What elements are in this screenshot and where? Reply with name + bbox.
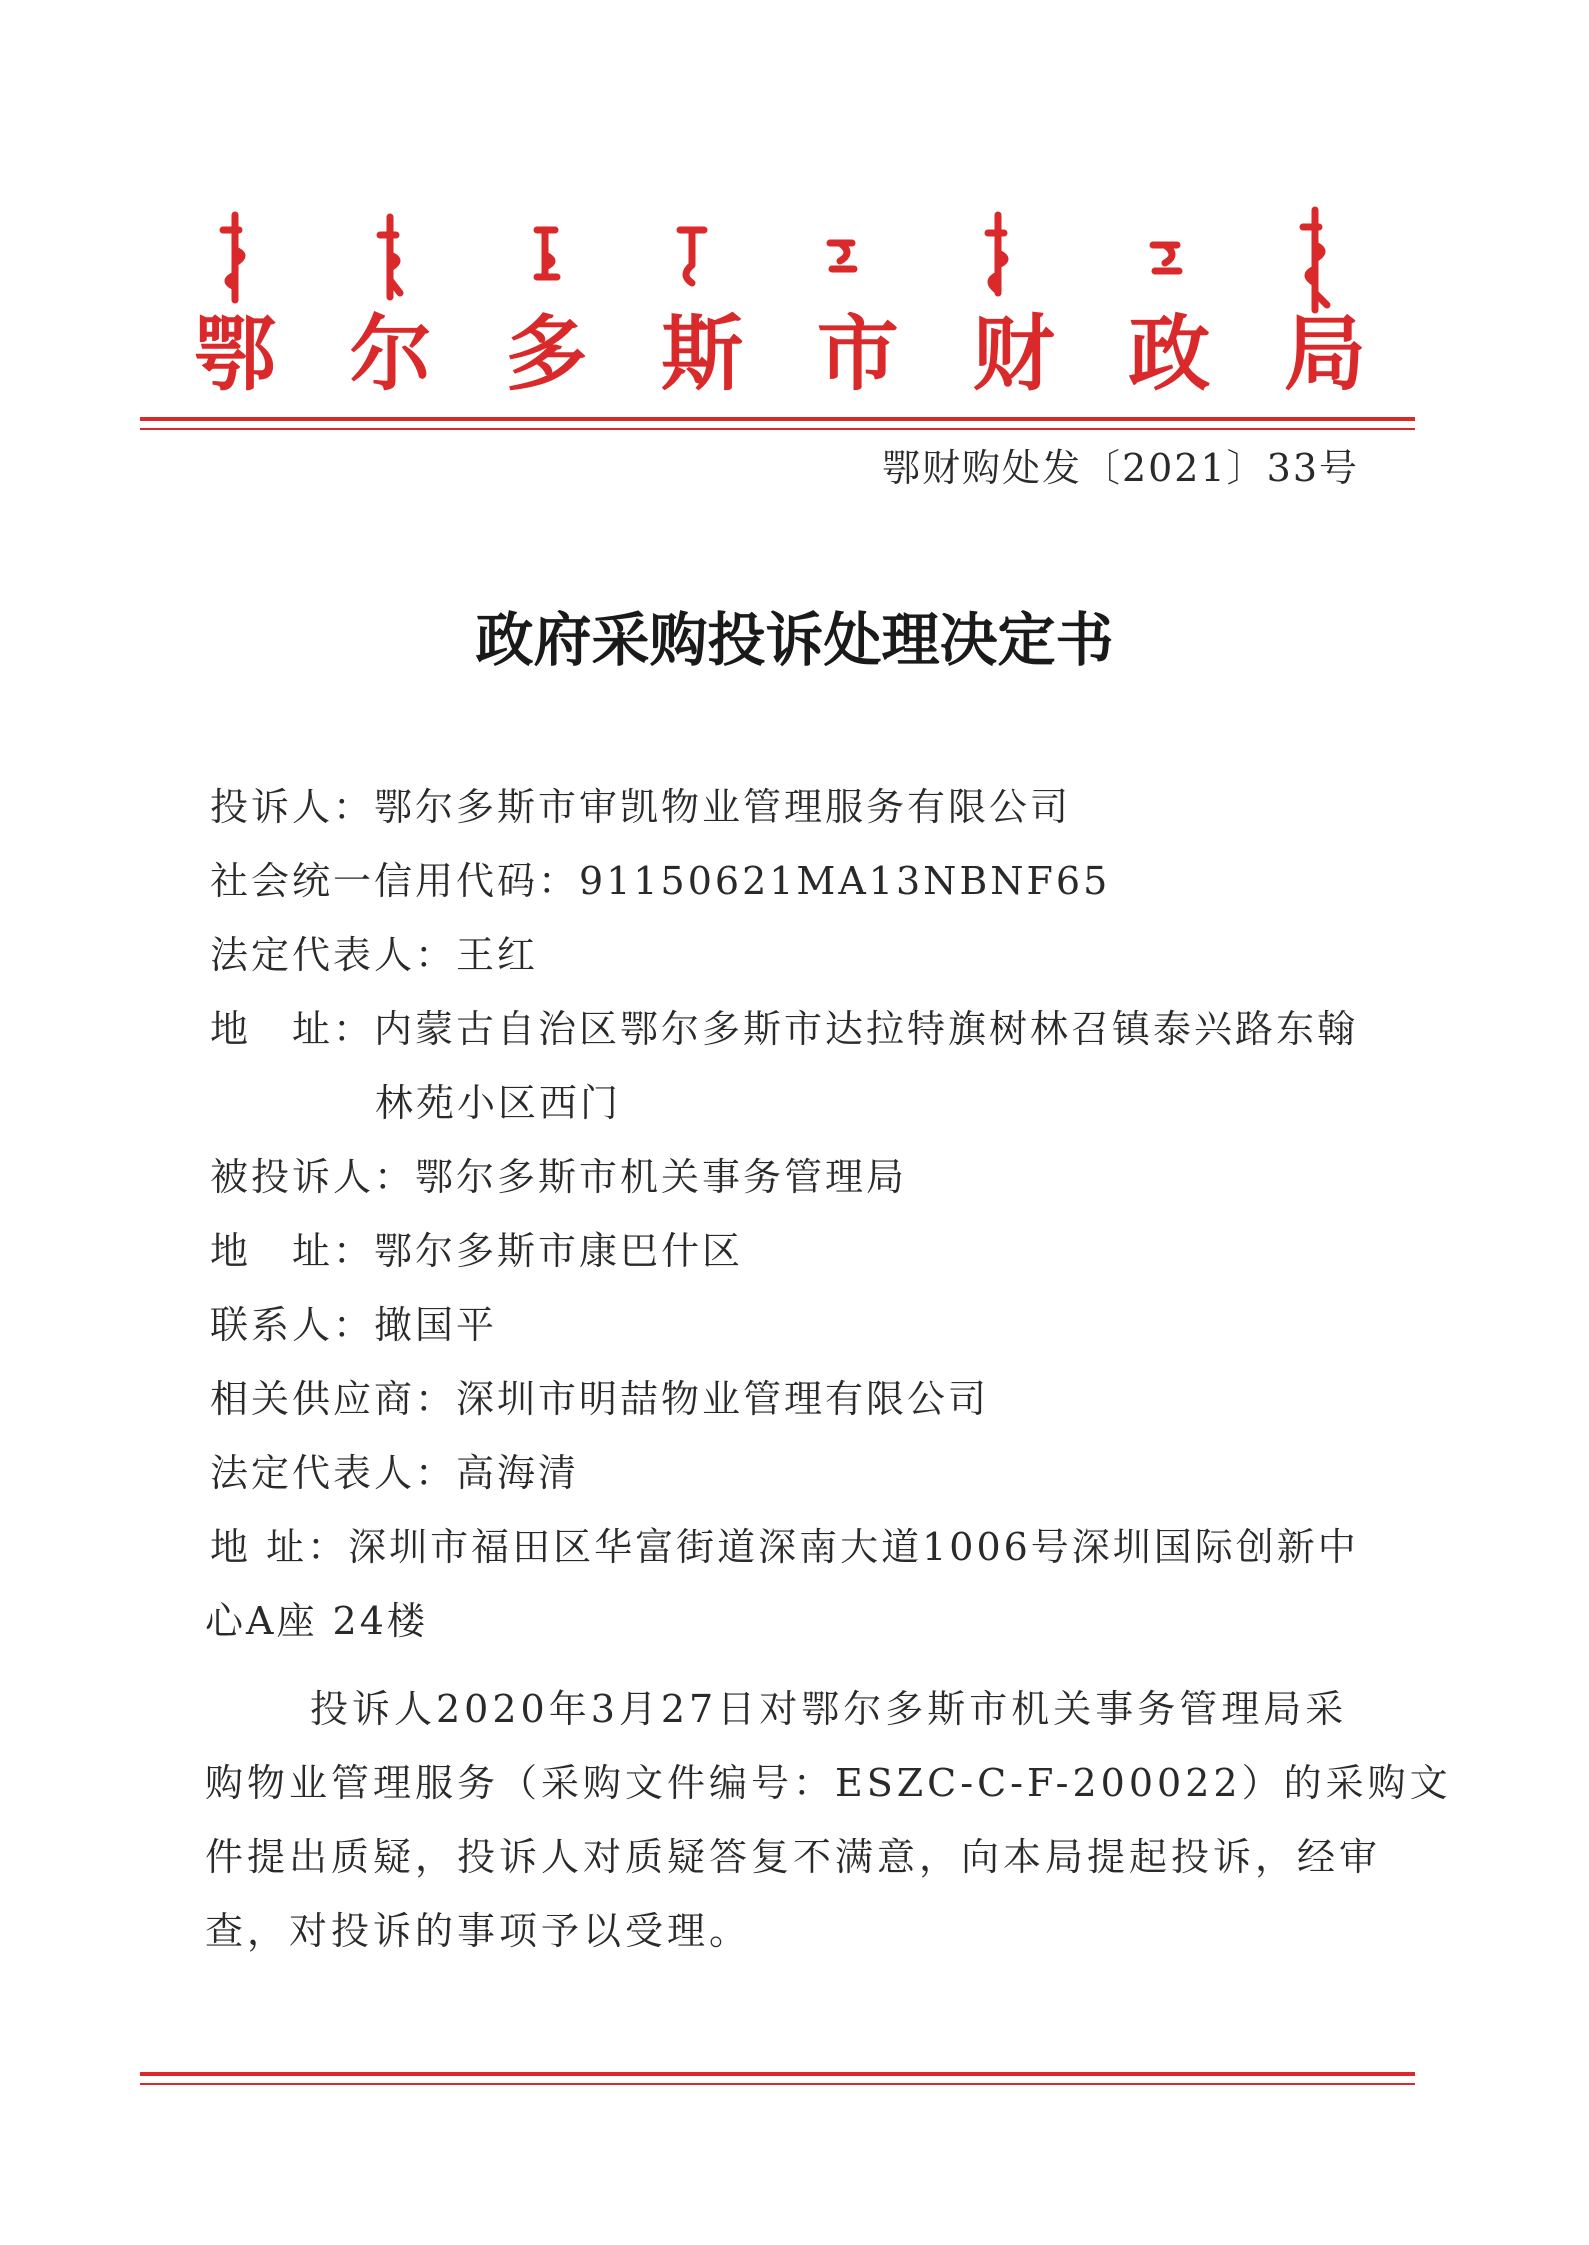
paragraph-line: 查，对投诉的事项予以受理。 [205, 1909, 752, 1953]
field-label: 投诉人： [210, 785, 375, 829]
field-label: 相关供应商： [210, 1377, 457, 1421]
field-value: 深圳市福田区华富街道深南大道1006号深圳国际创新中 [348, 1525, 1359, 1569]
supplier-address-field [210, 1510, 1359, 1584]
field-value: 高海清 [456, 1451, 580, 1495]
mongolian-glyph-4 [660, 205, 720, 315]
supplier-address-continuation: 心A座 24楼 [205, 1599, 428, 1643]
mongolian-glyph-7 [1135, 205, 1195, 315]
field-label: 被投诉人： [210, 1155, 416, 1199]
header-divider-thin [140, 428, 1415, 430]
field-value: 王红 [456, 933, 539, 977]
field-value: 鄂尔多斯市审凯物业管理服务有限公司 [374, 785, 1072, 829]
mongolian-glyph-6 [970, 205, 1030, 315]
address-field [210, 992, 1358, 1066]
legal-rep-field [210, 918, 538, 992]
paragraph-line: 件提出质疑，投诉人对质疑答复不满意，向本局提起投诉，经审 [205, 1835, 1382, 1879]
field-label: 联系人： [210, 1303, 375, 1347]
field-value: 鄂尔多斯市康巴什区 [374, 1229, 744, 1273]
paragraph-line: 投诉人2020年3月27日对鄂尔多斯市机关事务管理局采 [310, 1687, 1348, 1731]
field-value: 深圳市明喆物业管理有限公司 [456, 1377, 990, 1421]
complainant-field [210, 770, 1071, 844]
field-label: 地 址： [210, 1007, 375, 1051]
document-title: 政府采购投诉处理决定书 [475, 606, 1114, 674]
field-label: 社会统一信用代码： [210, 859, 580, 903]
mongolian-glyph-3 [515, 205, 575, 315]
mongolian-glyph-1 [205, 205, 265, 315]
supplier-legal-rep-field [210, 1436, 579, 1510]
supplier-field [210, 1362, 989, 1436]
mongolian-script-header [205, 205, 1345, 315]
org-char: 尔 [349, 307, 432, 402]
document-number: 鄂财购处发〔2021〕33号 [881, 446, 1359, 490]
org-char: 局 [1283, 307, 1366, 402]
address-continuation: 林苑小区西门 [375, 1081, 622, 1125]
field-label: 法定代表人： [210, 933, 457, 977]
field-value: 91150621MA13NBNF65 [579, 859, 1111, 903]
org-char: 多 [505, 307, 588, 402]
field-label: 地 址： [210, 1229, 375, 1273]
mongolian-glyph-2 [360, 205, 420, 315]
field-value: 撖国平 [374, 1303, 498, 1347]
contact-field [210, 1288, 497, 1362]
field-value: 鄂尔多斯市机关事务管理局 [415, 1155, 908, 1199]
mongolian-glyph-5 [810, 205, 870, 315]
footer-divider-thin [140, 2083, 1415, 2085]
org-char: 财 [972, 307, 1055, 402]
field-label: 法定代表人： [210, 1451, 457, 1495]
org-char: 鄂 [193, 307, 276, 402]
field-value: 内蒙古自治区鄂尔多斯市达拉特旗树林召镇泰兴路东翰 [374, 1007, 1359, 1051]
org-char: 市 [816, 307, 899, 402]
field-label: 地 址： [210, 1525, 349, 1569]
mongolian-glyph-8 [1285, 205, 1345, 315]
paragraph-line: 购物业管理服务（采购文件编号：ESZC-C-F-200022）的采购文 [205, 1761, 1452, 1805]
organization-name [190, 300, 1370, 410]
org-char: 政 [1128, 307, 1211, 402]
footer-divider-thick [140, 2072, 1415, 2076]
respondent-field [210, 1140, 907, 1214]
respondent-address-field [210, 1214, 743, 1288]
header-divider-thick [140, 417, 1415, 421]
credit-code-field [210, 844, 1110, 918]
org-char: 斯 [661, 307, 744, 402]
